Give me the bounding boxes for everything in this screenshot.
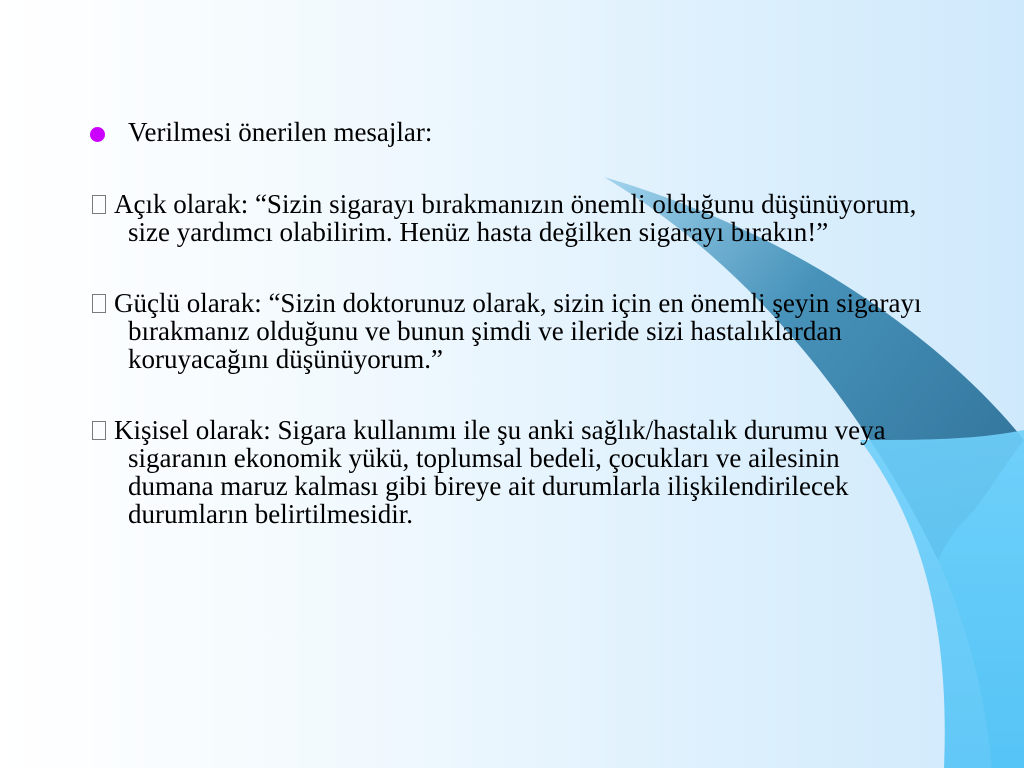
paragraph-text: Açık olarak: “Sizin sigarayı bırakmanızın önemli olduğunu düşünüyorum, size yardımcı olabilirim. Henüz hasta değilken sigarayı bırakın!”: [114, 189, 917, 247]
box-glyph-icon: [92, 195, 106, 214]
paragraph-text: Güçlü olarak: “Sizin doktorunuz olarak, sizin için en önemli şeyin sigarayı bırakmanız olduğunu ve bunun şimdi ve ileride sizi hastalıklardan koruyacağını düşünüyorum.”: [114, 288, 922, 374]
heading-text: Verilmesi önerilen mesajlar:: [128, 117, 433, 147]
bullet-dot-icon: [90, 127, 105, 142]
paragraph-text: Kişisel olarak: Sigara kullanımı ile şu anki sağlık/hastalık durumu veya sigaranın ekonomik yükü, toplumsal bedeli, çocukları ve ailesinin dumana maruz kalması gibi bireye ait durumlarla ilişkilendirilecek durumların belirtilmesidir.: [114, 415, 886, 529]
message-paragraph-3: [88, 416, 928, 528]
message-paragraph-1: [88, 190, 928, 246]
message-paragraph-2: [88, 289, 928, 373]
slide-content: [88, 118, 928, 571]
heading-bullet-item: [88, 118, 928, 146]
box-glyph-icon: [92, 294, 106, 313]
box-glyph-icon: [92, 421, 106, 440]
